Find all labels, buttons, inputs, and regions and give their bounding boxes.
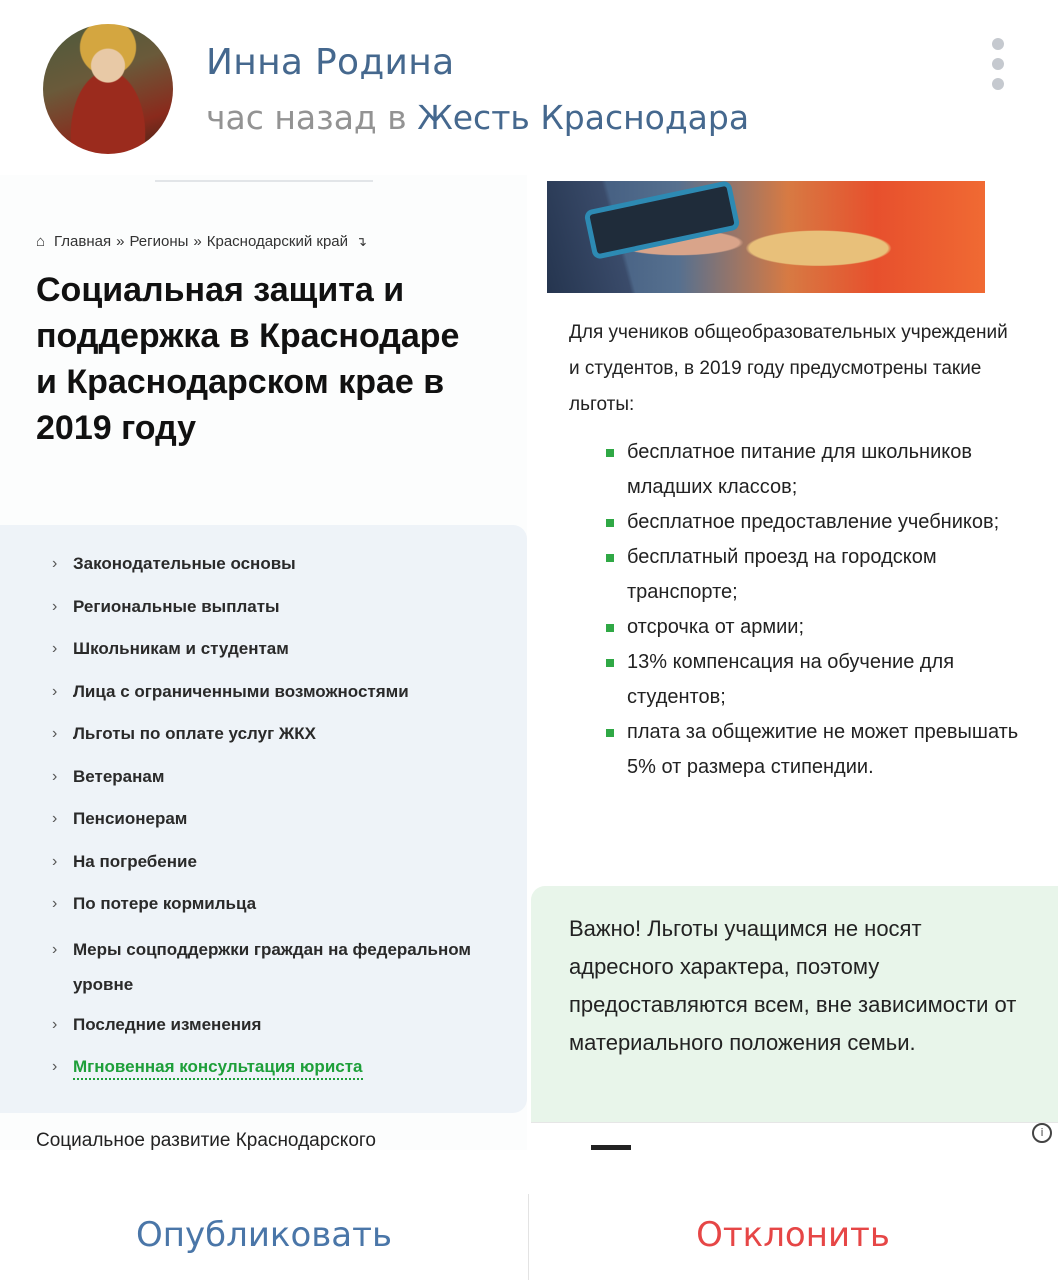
toc-item: › Школьникам и студентам: [0, 634, 527, 677]
benefit-item: 13% компенсация на обучение для студентов;: [569, 645, 1029, 715]
benefits-list: [569, 435, 1029, 785]
article-left-column: [0, 175, 527, 1150]
post-header: [0, 0, 1058, 175]
post-in-word: в: [387, 98, 407, 137]
toc-item: › Меры соцподдержки граждан на федеральном уровне: [0, 932, 527, 1010]
square-bullet-icon: [606, 729, 614, 737]
toc-item: › На погребение: [0, 847, 527, 890]
breadcrumb-separator: »: [193, 233, 202, 250]
chevron-right-icon: ›: [52, 682, 58, 700]
toc-item: › По потере кормильца: [0, 889, 527, 932]
more-dot: [992, 58, 1004, 70]
breadcrumb-item: Краснодарский край: [206, 233, 349, 250]
publish-button[interactable]: Опубликовать: [0, 1190, 528, 1280]
benefit-item: бесплатное предоставление учебников;: [569, 505, 1029, 540]
decline-button[interactable]: Отклонить: [529, 1190, 1057, 1280]
more-dot: [992, 78, 1004, 90]
chevron-right-icon: ›: [52, 767, 58, 785]
article-right-column: [527, 175, 1058, 1150]
toc-item: › Пенсионерам: [0, 804, 527, 847]
ad-strip: [531, 1122, 1058, 1150]
chevron-right-icon: ›: [52, 725, 58, 742]
post-meta: [206, 98, 749, 137]
tablet-shape: [583, 181, 740, 260]
cut-off-paragraph: Социальное развитие Краснодарского: [36, 1130, 376, 1150]
attached-image[interactable]: [0, 175, 1058, 1150]
square-bullet-icon: [606, 554, 614, 562]
more-dot: [992, 38, 1004, 50]
square-bullet-icon: [606, 449, 614, 457]
chevron-right-icon: ›: [52, 895, 58, 912]
toc-item: › Законодательные основы: [0, 549, 527, 592]
author-name[interactable]: Инна Родина: [206, 42, 455, 83]
benefit-item: бесплатное питание для школьников младших классов;: [569, 435, 1029, 505]
chevron-right-icon: ›: [52, 555, 58, 572]
chevron-right-icon: ›: [52, 852, 58, 870]
chevron-right-icon: ›: [52, 640, 58, 657]
benefit-item: бесплатный проезд на городском транспорте;: [569, 540, 1029, 610]
table-of-contents: [0, 525, 527, 1113]
toc-item: › Лица с ограниченными возможностями: [0, 677, 527, 720]
toc-item: › Последние изменения: [0, 1010, 527, 1053]
square-bullet-icon: [606, 624, 614, 632]
chevron-right-icon: ›: [52, 1015, 58, 1033]
students-photo: [547, 181, 985, 293]
toc-item-lawyer: › Мгновенная консультация юриста: [0, 1052, 527, 1095]
divider: [155, 180, 373, 182]
home-icon: ⌂: [36, 233, 46, 250]
toc-item: › Ветеранам: [0, 762, 527, 805]
expand-arrow-icon: ↴: [356, 234, 367, 249]
benefits-intro: Для учеников общеобразовательных учреждений и студентов, в 2019 году предусмотрены такие льготы:: [569, 322, 1008, 415]
info-icon: i: [1032, 1123, 1052, 1143]
article-title: Социальная защита и поддержка в Краснодаре и Краснодарском крае в 2019 году: [36, 271, 460, 447]
chevron-right-icon: ›: [52, 1058, 58, 1075]
chevron-right-icon: ›: [52, 810, 58, 827]
chevron-right-icon: ›: [52, 597, 58, 615]
toc-item: › Льготы по оплате услуг ЖКХ: [0, 719, 527, 762]
more-vertical-icon[interactable]: [986, 38, 1010, 90]
square-bullet-icon: [606, 519, 614, 527]
important-note: [531, 886, 1058, 1122]
post-time: час назад: [206, 98, 377, 137]
chevron-right-icon: ›: [52, 940, 58, 958]
breadcrumb-item: Регионы: [129, 233, 189, 250]
note-text: Важно! Льготы учащимся не носят адресного характера, поэтому предоставляются всем, вне зависимости от материального положения семьи.: [569, 916, 1017, 1055]
breadcrumb-item: Главная: [54, 233, 112, 250]
benefit-item: плата за общежитие не может превышать 5% от размера стипендии.: [569, 715, 1029, 785]
benefit-item: отсрочка от армии;: [569, 610, 1029, 645]
group-link[interactable]: Жесть Краснодара: [417, 98, 750, 137]
breadcrumb-separator: »: [116, 233, 125, 250]
breadcrumb: [36, 233, 367, 250]
toc-item: › Региональные выплаты: [0, 592, 527, 635]
square-bullet-icon: [606, 659, 614, 667]
moderation-actions: [0, 1150, 1058, 1280]
author-avatar[interactable]: [43, 24, 173, 154]
